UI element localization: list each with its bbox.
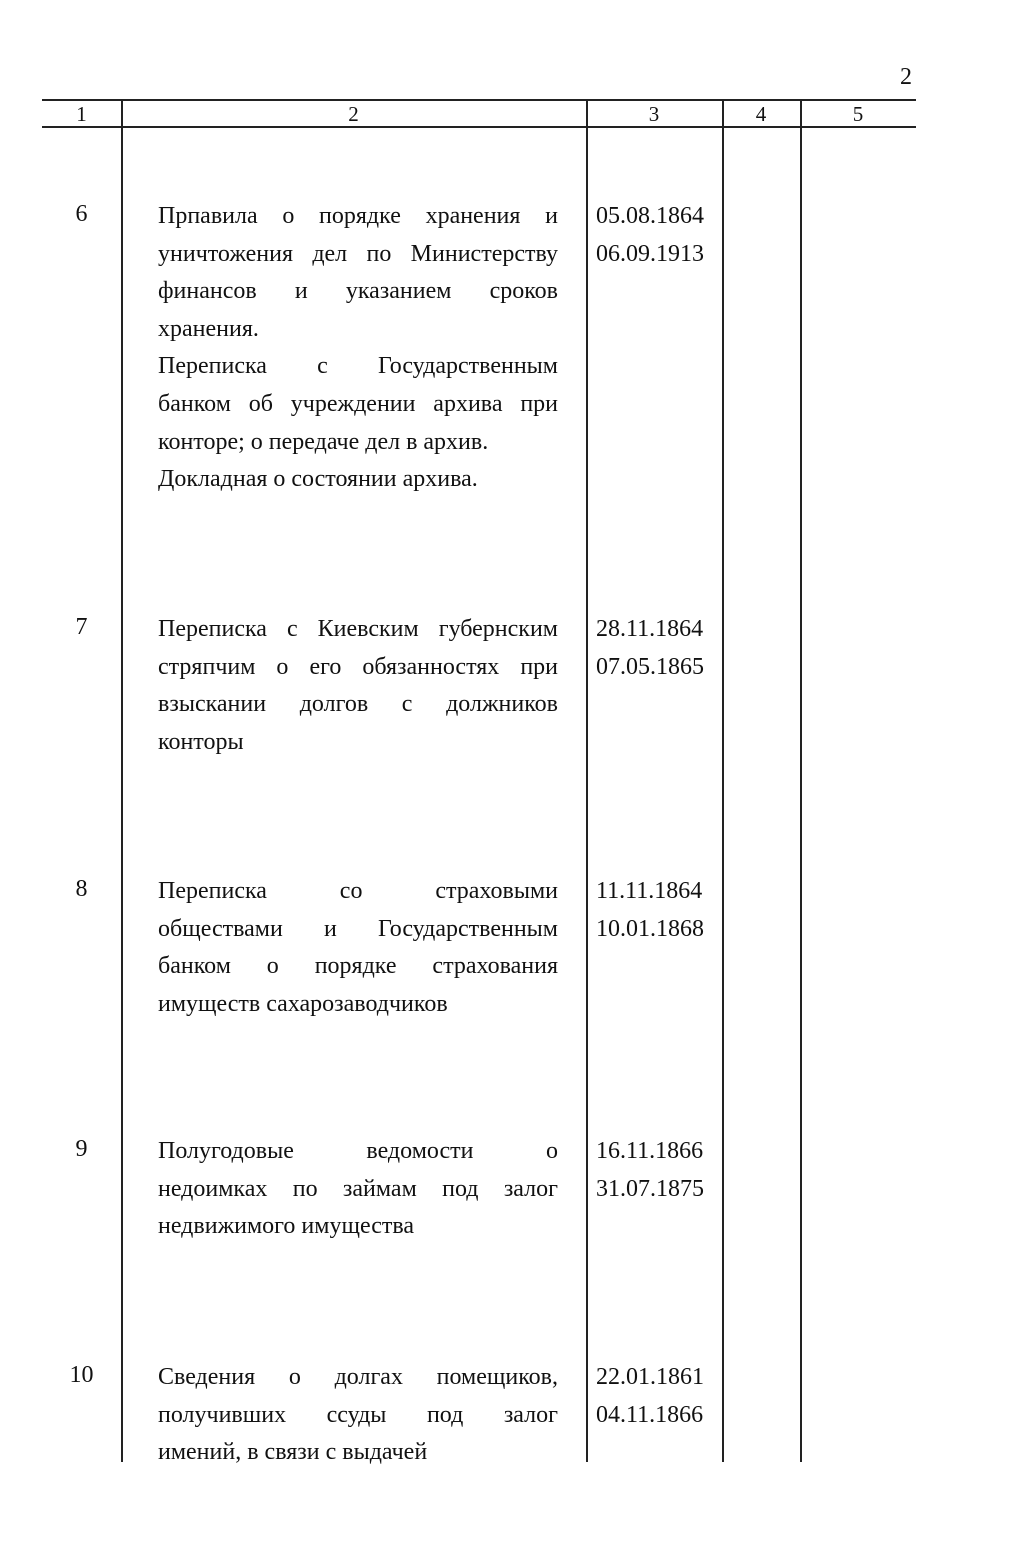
entry-description [158, 198, 558, 499]
start-date: 22.01.1861 [596, 1364, 704, 1390]
entry-description [158, 1359, 558, 1472]
description-line: банком об учреждении архива при [158, 390, 558, 417]
column-header: 4 [755, 102, 767, 126]
column-header: 1 [76, 102, 87, 126]
column-divider [722, 100, 724, 1462]
column-header: 2 [348, 102, 359, 126]
table-top-rule [42, 99, 916, 101]
end-date: 07.05.1865 [596, 653, 704, 680]
description-line: Сведения о долгах помещиков, [158, 1364, 558, 1390]
description-line: Переписка с Государственным [158, 353, 558, 380]
description-line: конторе; о передаче дел в архив. [158, 428, 489, 455]
description-line: Полугодовые ведомости о [158, 1138, 558, 1164]
column-divider [800, 100, 802, 1462]
description-line: финансов и указанием сроков [158, 278, 558, 305]
column-divider [586, 100, 588, 1462]
description-line: Прпавила о порядке хранения и [158, 203, 558, 229]
description-line: имуществ сахарозаводчиков [158, 990, 448, 1017]
page-number: 2 [900, 64, 912, 90]
description-line: банком о порядке страхования [158, 953, 558, 980]
end-date: 06.09.1913 [596, 240, 704, 267]
description-line: получивших ссуды под залог [158, 1401, 558, 1428]
column-divider [121, 100, 123, 1462]
description-line: обществами и Государственным [158, 915, 558, 942]
entry-number: 10 [69, 1362, 94, 1388]
description-line: Переписка с Киевским губернским [158, 616, 558, 642]
description-line: недоимках по займам под залог [158, 1175, 558, 1202]
entry-dates [596, 873, 720, 948]
end-date: 04.11.1866 [596, 1401, 704, 1428]
description-line: конторы [158, 728, 244, 755]
description-line: имений, в связи с выдачей [158, 1439, 428, 1466]
entry-number: 7 [75, 614, 88, 640]
start-date: 28.11.1864 [596, 616, 704, 642]
column-header: 3 [648, 102, 660, 126]
end-date: 31.07.1875 [596, 1175, 704, 1202]
description-line: уничтожения дел по Министерству [158, 240, 558, 267]
description-line: Переписка со страховыми [158, 878, 558, 904]
entry-dates [596, 611, 720, 686]
entry-description [158, 611, 558, 761]
entry-dates [596, 1133, 720, 1208]
start-date: 11.11.1864 [596, 878, 703, 904]
description-line: Докладная о состоянии архива. [158, 466, 478, 493]
description-line: хранения. [158, 315, 259, 342]
entry-dates [596, 198, 720, 273]
entry-dates [596, 1359, 720, 1434]
entry-number: 8 [75, 876, 88, 902]
description-line: стряпчим о его обязанностях при [158, 653, 558, 680]
description-line: недвижимого имущества [158, 1213, 414, 1240]
entry-number: 6 [75, 201, 88, 227]
start-date: 16.11.1866 [596, 1138, 704, 1164]
entry-description [158, 873, 558, 1023]
description-line: взыскании долгов с должников [158, 691, 558, 718]
end-date: 10.01.1868 [596, 915, 704, 942]
entry-number: 9 [75, 1136, 88, 1162]
column-header: 5 [852, 102, 864, 126]
start-date: 05.08.1864 [596, 203, 704, 229]
entry-description [158, 1133, 558, 1246]
